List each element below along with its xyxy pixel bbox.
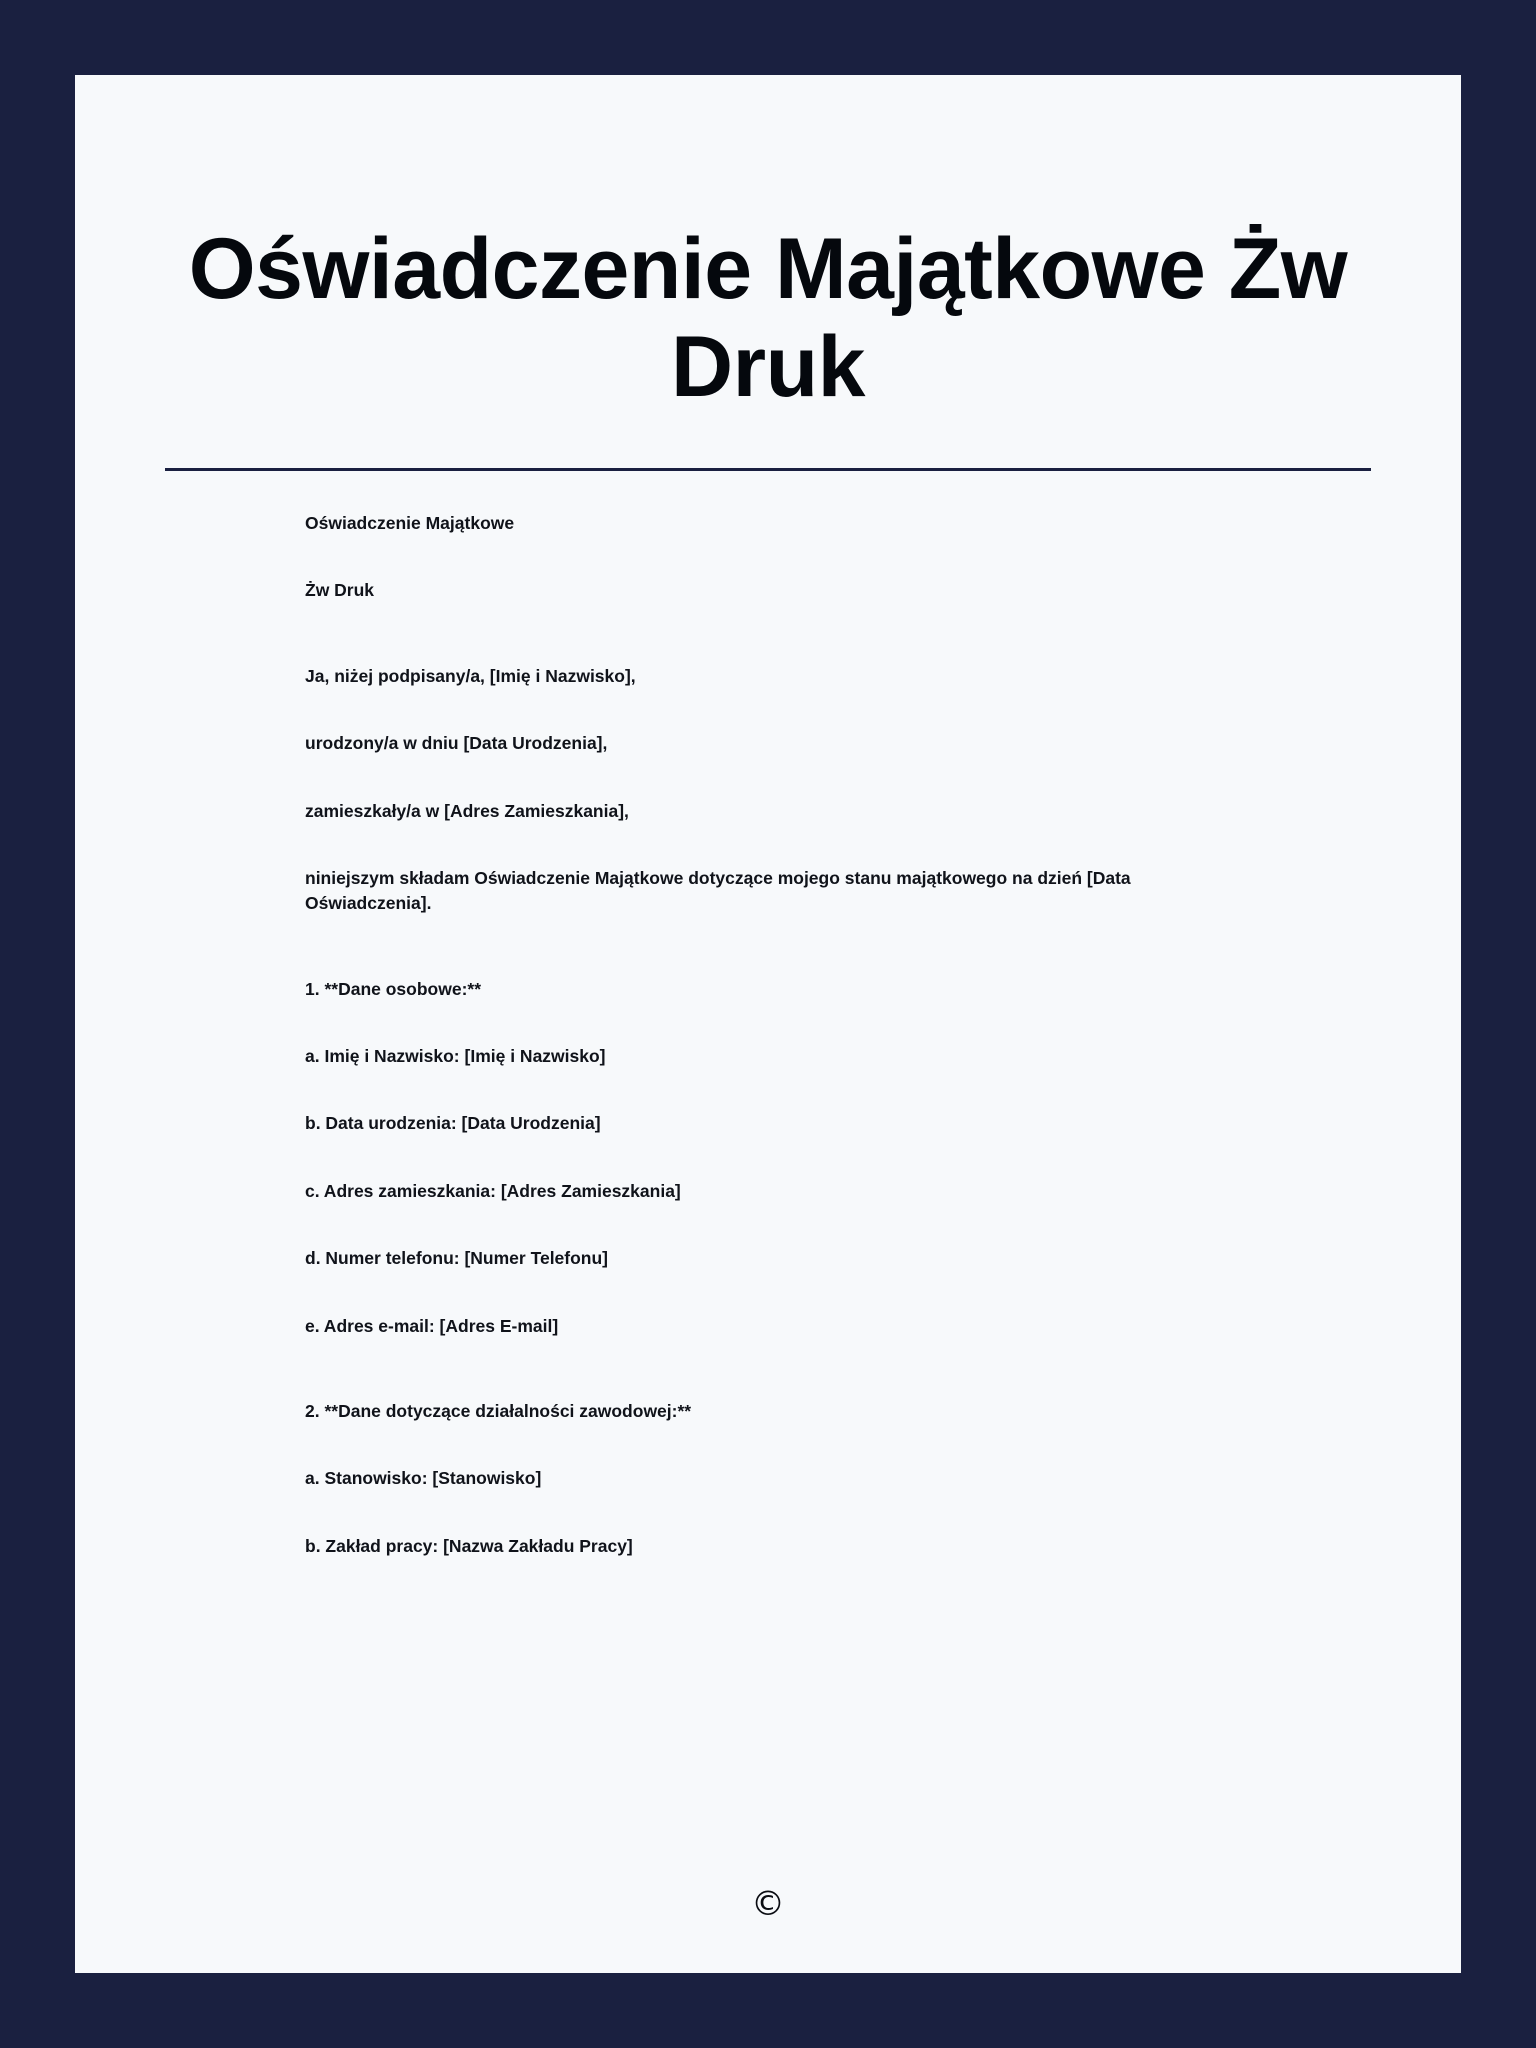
- page-footer: [75, 1884, 1461, 1924]
- title-block: [75, 75, 1461, 416]
- paragraph-intro-address: zamieszkały/a w [Adres Zamieszkania],: [305, 800, 629, 821]
- paragraph-heading-1: Oświadczenie Majątkowe: [305, 513, 515, 534]
- paragraph-item-1e: e. Adres e-mail: [Adres E-mail]: [305, 1315, 559, 1336]
- paragraph-item-1c: c. Adres zamieszkania: [Adres Zamieszkania]: [305, 1180, 681, 1201]
- paragraph-heading-2: Żw Druk: [305, 580, 375, 601]
- paragraph-item-2b: b. Zakład pracy: [Nazwa Zakładu Pracy]: [305, 1535, 633, 1556]
- paragraph-item-1a: a. Imię i Nazwisko: [Imię i Nazwisko]: [305, 1046, 606, 1067]
- paragraph-section-2-title: 2. **Dane dotyczące działalności zawodowej:**: [305, 1400, 692, 1421]
- paragraph-item-1d: d. Numer telefonu: [Numer Telefonu]: [305, 1248, 609, 1269]
- paragraph-section-1-title: 1. **Dane osobowe:**: [305, 978, 482, 999]
- paragraph-intro-name: Ja, niżej podpisany/a, [Imię i Nazwisko],: [305, 665, 636, 686]
- document-page: [75, 75, 1461, 1973]
- copyright-icon: ©: [751, 1884, 785, 1924]
- page-title: Oświadczenie Majątkowe Żw Druk: [188, 221, 1348, 416]
- paragraph-intro-statement: niniejszym składam Oświadczenie Majątkowe dotyczące mojego stanu majątkowego na dzień [Data Oświadczenia].: [305, 867, 1131, 914]
- document-body: [75, 471, 1461, 1559]
- paragraph-intro-birth: urodzony/a w dniu [Data Urodzenia],: [305, 733, 608, 754]
- paragraph-item-1b: b. Data urodzenia: [Data Urodzenia]: [305, 1113, 601, 1134]
- paragraph-item-2a: a. Stanowisko: [Stanowisko]: [305, 1468, 542, 1489]
